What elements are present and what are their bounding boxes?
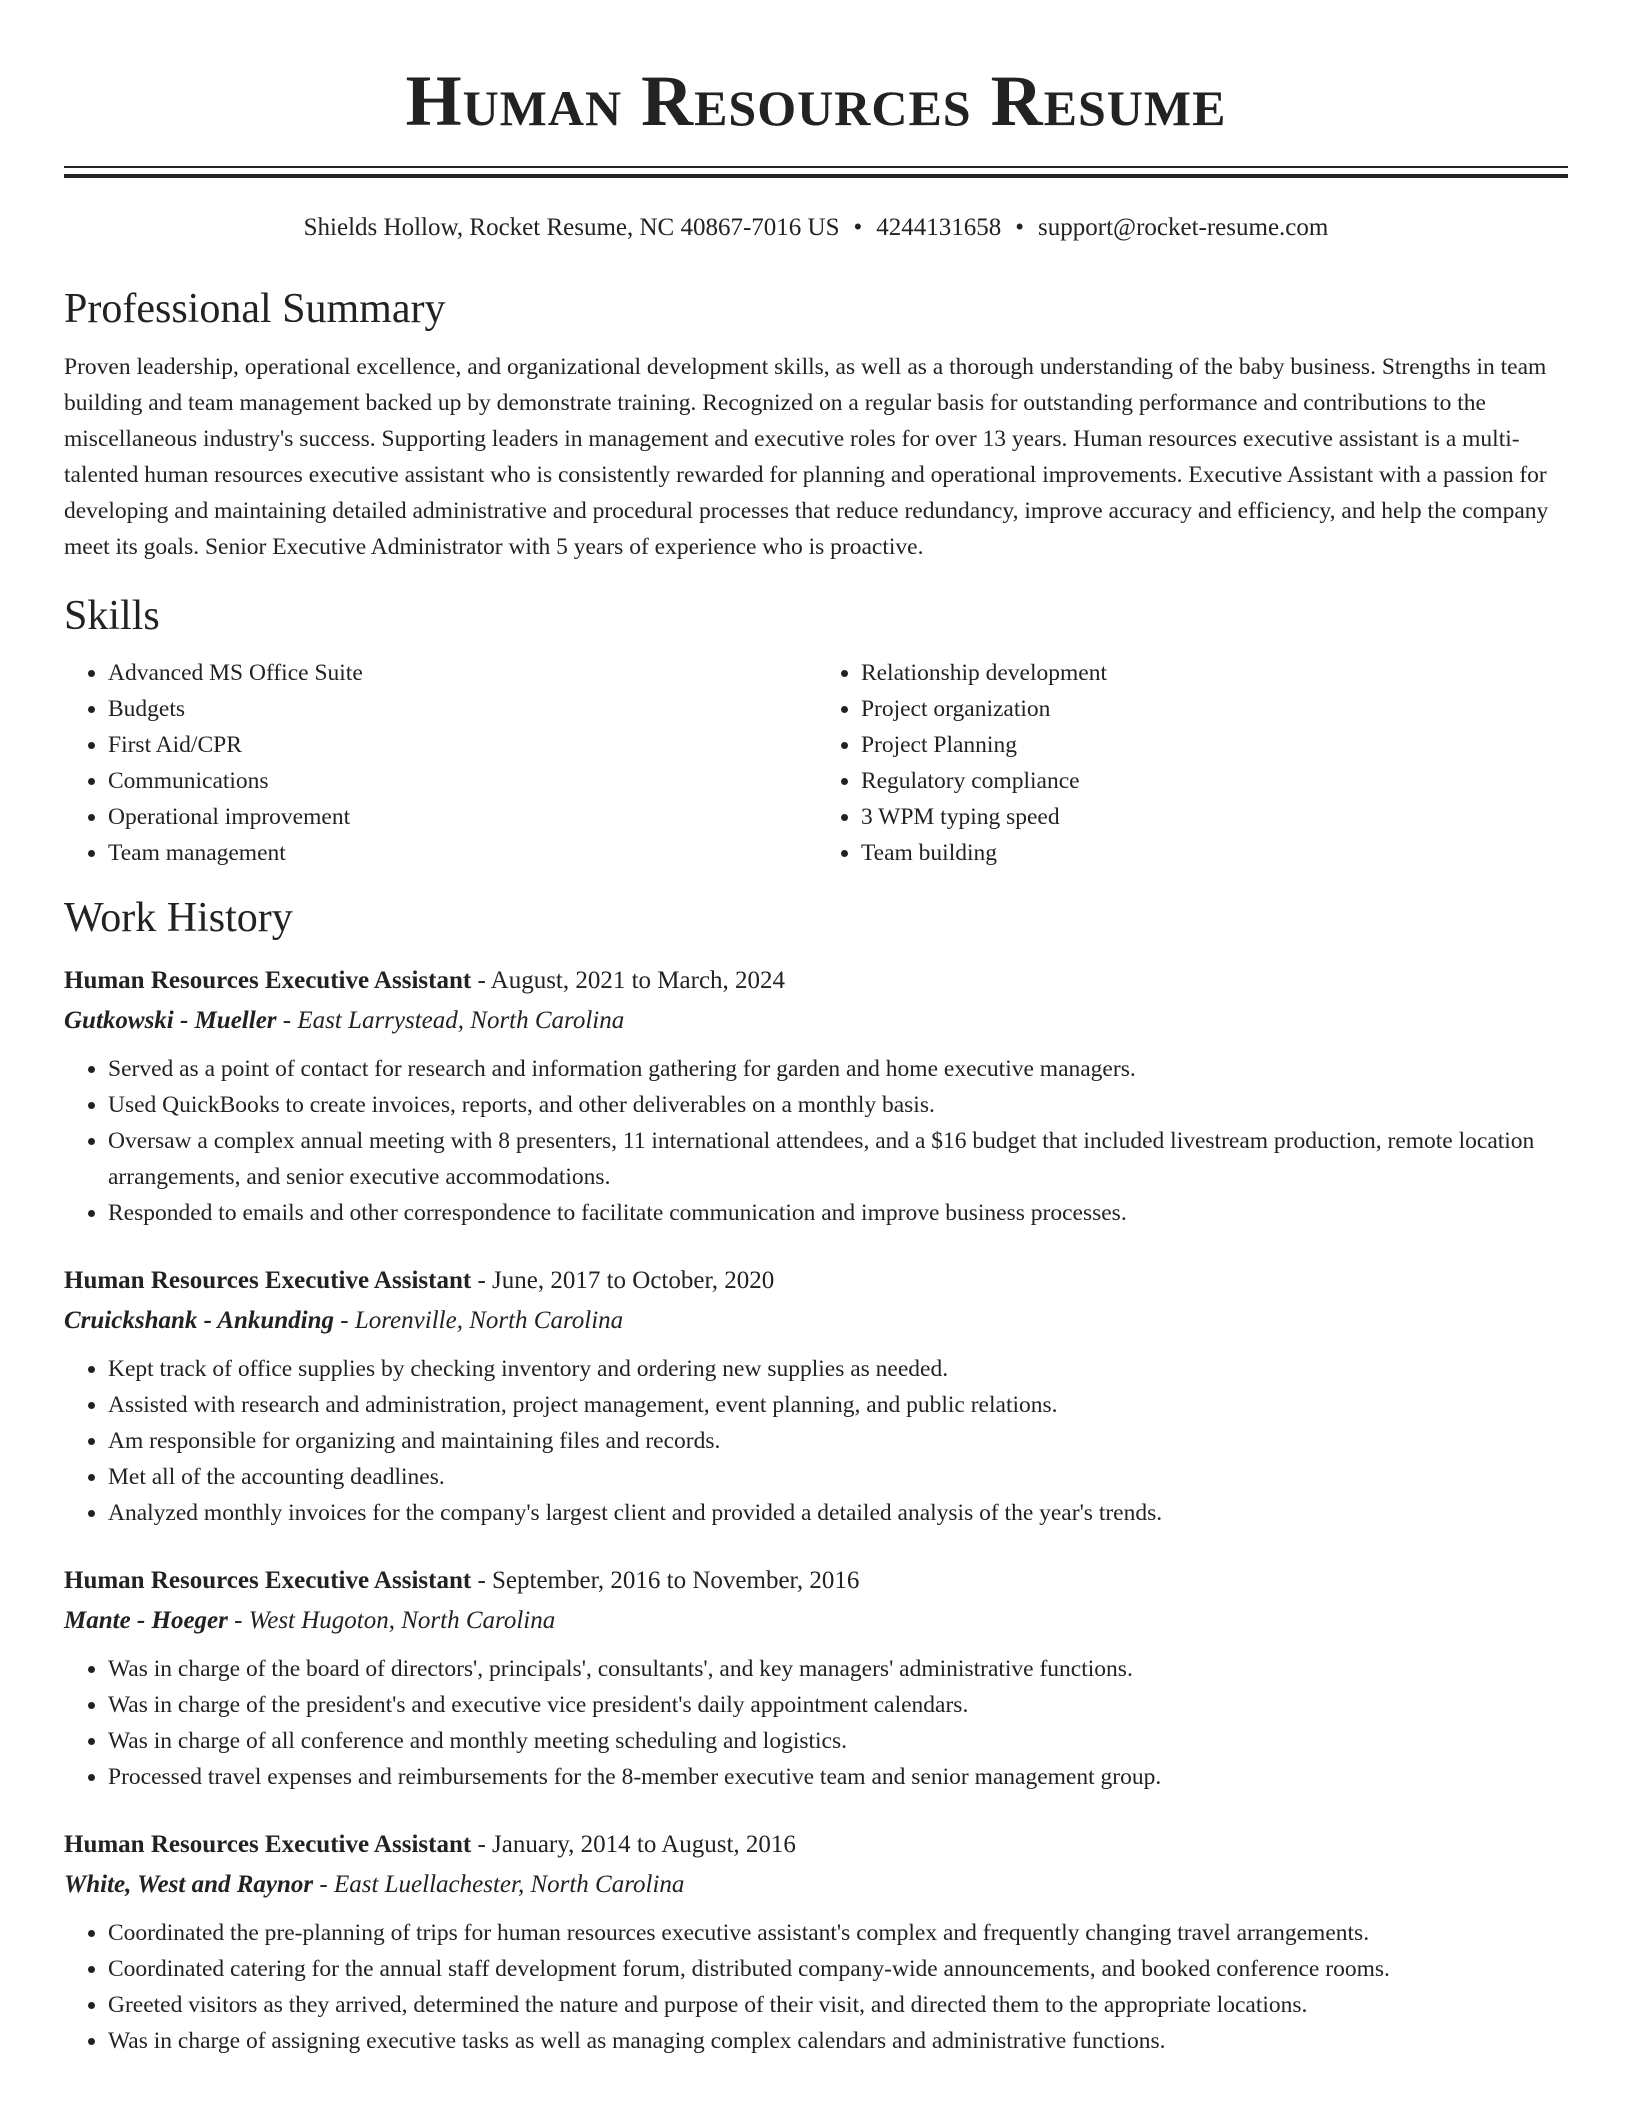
job-company-line xyxy=(64,1865,1568,1905)
skill-item: • Team management xyxy=(108,835,817,871)
skill-item: • Relationship development xyxy=(861,655,1568,691)
job-company-line xyxy=(64,1001,1568,1041)
skill-item: • Regulatory compliance xyxy=(861,763,1568,799)
job-bullet: • Coordinated the pre-planning of trips for human resources executive assistant's complex and frequently changing travel arrangements. xyxy=(108,1915,1568,1951)
job-location: - East Larrystead, North Carolina xyxy=(276,1007,625,1034)
job-role: Human Resources Executive Assistant xyxy=(64,1567,472,1594)
job-bullet: • Met all of the accounting deadlines. xyxy=(108,1459,1568,1495)
title-divider-thick xyxy=(64,174,1568,178)
skill-item: • Team building xyxy=(861,835,1568,871)
skills-list-left xyxy=(64,655,817,871)
job-role: Human Resources Executive Assistant xyxy=(64,1831,472,1858)
job-dates: - September, 2016 to November, 2016 xyxy=(471,1567,860,1594)
job-bullet: • Greeted visitors as they arrived, determined the nature and purpose of their visit, and directed them to the appropriate locations. xyxy=(108,1987,1568,2023)
job-bullet: • Analyzed monthly invoices for the company's largest client and provided a detailed analysis of the year's trends. xyxy=(108,1495,1568,1531)
job-bullet: • Was in charge of the board of directors', principals', consultants', and key managers' administrative functions. xyxy=(108,1651,1568,1687)
job-company: Cruickshank - Ankunding xyxy=(64,1307,335,1334)
job-bullets xyxy=(64,1915,1568,2059)
job-bullet: • Was in charge of assigning executive tasks as well as managing complex calendars and administrative functions. xyxy=(108,2023,1568,2059)
job-bullet: • Kept track of office supplies by checking inventory and ordering new supplies as needed. xyxy=(108,1351,1568,1387)
job-role: Human Resources Executive Assistant xyxy=(64,1267,472,1294)
skill-item: • Advanced MS Office Suite xyxy=(108,655,817,691)
job-title-line xyxy=(64,1261,1568,1301)
job-bullet: • Served as a point of contact for research and information gathering for garden and home executive managers. xyxy=(108,1051,1568,1087)
job-bullet: • Oversaw a complex annual meeting with 8 presenters, 11 international attendees, and a $16 budget that included livestream production, remote location arrangements, and senior executive accommodations. xyxy=(108,1123,1568,1195)
job-entry xyxy=(64,1261,1568,1531)
job-bullets xyxy=(64,1351,1568,1531)
job-entry xyxy=(64,961,1568,1231)
job-bullet: • Coordinated catering for the annual staff development forum, distributed company-wide announcements, and booked conference rooms. xyxy=(108,1951,1568,1987)
section-heading-skills: Skills xyxy=(64,593,160,639)
contact-separator: • xyxy=(853,214,863,241)
summary-text: Proven leadership, operational excellence, and organizational development skills, as well as a thorough understanding of the baby business. Strengths in team building and team management backed up by demonstrate training. Recognized on a regular basis for outstanding performance and contributions to the miscellaneous industry's success. Supporting leaders in management and executive roles for over 13 years. Human resources executive assistant is a multi-talented human resources executive assistant who is consistently rewarded for planning and operational improvements. Executive Assistant with a passion for developing and maintaining detailed administrative and procedural processes that reduce redundancy, improve accuracy and efficiency, and help the company meet its goals. Senior Executive Administrator with 5 years of experience who is proactive. xyxy=(64,354,1549,560)
title-divider-thin xyxy=(64,166,1568,168)
job-title-line xyxy=(64,1825,1568,1865)
job-dates: - June, 2017 to October, 2020 xyxy=(471,1267,775,1294)
job-bullet: • Processed travel expenses and reimbursements for the 8-member executive team and senior management group. xyxy=(108,1759,1568,1795)
job-bullets xyxy=(64,1051,1568,1231)
skill-item: • Communications xyxy=(108,763,817,799)
contact-address: Shields Hollow, Rocket Resume, NC 40867-7016 US xyxy=(303,214,840,241)
job-company: White, West and Raynor xyxy=(64,1871,314,1898)
section-heading-work-history: Work History xyxy=(64,895,293,941)
job-bullet: • Assisted with research and administration, project management, event planning, and public relations. xyxy=(108,1387,1568,1423)
job-dates: - August, 2021 to March, 2024 xyxy=(471,967,786,994)
job-bullet: • Used QuickBooks to create invoices, reports, and other deliverables on a monthly basis. xyxy=(108,1087,1568,1123)
skill-item: • Budgets xyxy=(108,691,817,727)
job-location: - East Luellachester, North Carolina xyxy=(313,1871,685,1898)
job-entry xyxy=(64,1561,1568,1795)
job-dates: - January, 2014 to August, 2016 xyxy=(471,1831,796,1858)
section-heading-summary: Professional Summary xyxy=(64,286,446,332)
skills-list-right xyxy=(817,655,1568,871)
contact-phone: 4244131658 xyxy=(876,214,1002,241)
skill-item: • Operational improvement xyxy=(108,799,817,835)
job-entry xyxy=(64,1825,1568,2059)
job-company: Gutkowski - Mueller xyxy=(64,1007,277,1034)
job-bullets xyxy=(64,1651,1568,1795)
job-bullet: • Am responsible for organizing and maintaining files and records. xyxy=(108,1423,1568,1459)
job-company: Mante - Hoeger xyxy=(64,1607,228,1634)
skill-item: • 3 WPM typing speed xyxy=(861,799,1568,835)
job-bullet: • Was in charge of all conference and monthly meeting scheduling and logistics. xyxy=(108,1723,1568,1759)
resume-title: Human Resources Resume xyxy=(405,61,1227,141)
skill-item: • First Aid/CPR xyxy=(108,727,817,763)
skill-item: • Project Planning xyxy=(861,727,1568,763)
contact-email: support@rocket-resume.com xyxy=(1038,214,1329,241)
job-bullet: • Was in charge of the president's and executive vice president's daily appointment calendars. xyxy=(108,1687,1568,1723)
resume-page xyxy=(64,0,1568,2059)
job-location: - West Hugoton, North Carolina xyxy=(227,1607,556,1634)
contact-line xyxy=(64,212,1568,244)
contact-separator: • xyxy=(1015,214,1025,241)
job-title-line xyxy=(64,961,1568,1001)
job-location: - Lorenville, North Carolina xyxy=(334,1307,624,1334)
job-company-line xyxy=(64,1601,1568,1641)
job-role: Human Resources Executive Assistant xyxy=(64,967,472,994)
job-bullet: • Responded to emails and other correspondence to facilitate communication and improve business processes. xyxy=(108,1195,1568,1231)
skill-item: • Project organization xyxy=(861,691,1568,727)
job-company-line xyxy=(64,1301,1568,1341)
job-title-line xyxy=(64,1561,1568,1601)
skills-columns xyxy=(64,655,1568,871)
